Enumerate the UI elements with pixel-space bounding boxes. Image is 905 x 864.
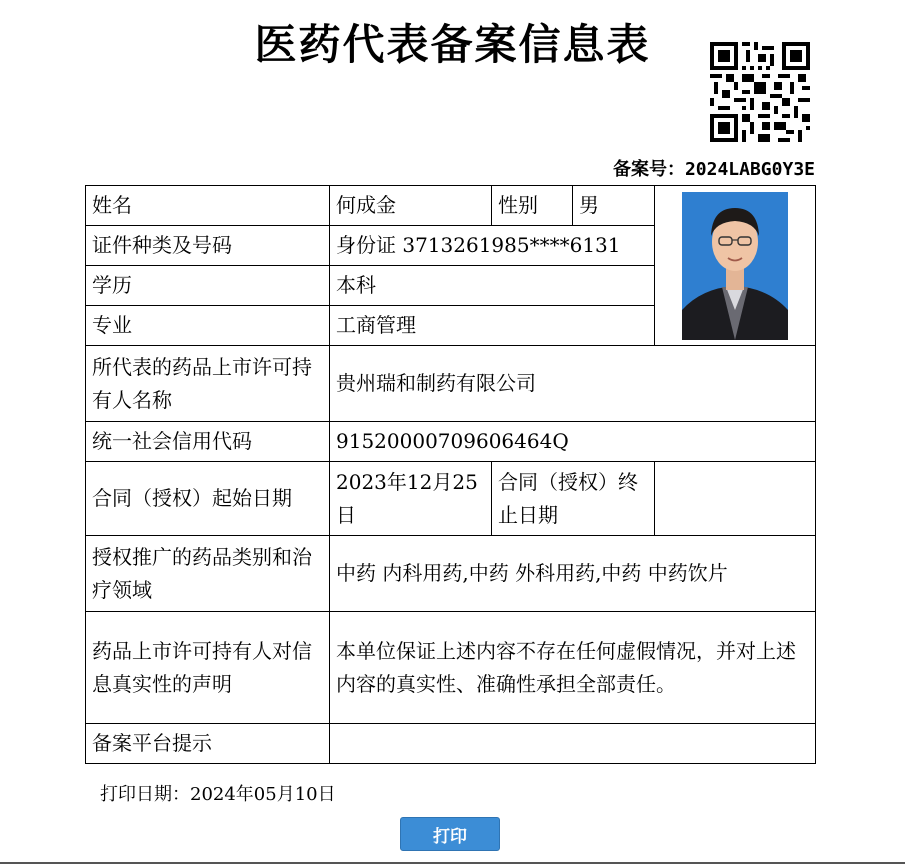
info-table — [85, 185, 816, 764]
print-date: 打印日期：2024年05月10日 — [100, 784, 336, 805]
person-photo — [682, 192, 788, 340]
notice-label: 备案平台提示 — [86, 724, 330, 764]
name-label: 姓名 — [86, 186, 330, 226]
scope-label: 授权推广的药品类别和治疗领域 — [86, 536, 330, 612]
gender-value: 男 — [573, 186, 655, 226]
id-label: 证件种类及号码 — [86, 226, 330, 266]
page-title: 医药代表备案信息表 — [254, 20, 651, 69]
photo-cell — [655, 186, 816, 346]
credit-code-label: 统一社会信用代码 — [86, 422, 330, 462]
end-date-value — [655, 462, 816, 536]
qr-code-image — [710, 42, 810, 142]
holder-value: 贵州瑞和制药有限公司 — [330, 346, 816, 422]
gender-label: 性别 — [492, 186, 573, 226]
notice-value — [330, 724, 816, 764]
education-label: 学历 — [86, 266, 330, 306]
record-number: 备案号：2024LABG0Y3E — [612, 159, 815, 180]
scope-value: 中药 内科用药,中药 外科用药,中药 中药饮片 — [330, 536, 816, 612]
id-value: 身份证 3713261985****6131 — [330, 226, 655, 266]
declaration-value: 本单位保证上述内容不存在任何虚假情况，并对上述内容的真实性、准确性承担全部责任。 — [330, 612, 816, 724]
end-date-label: 合同（授权）终止日期 — [492, 462, 655, 536]
start-date-value: 2023年12月25日 — [330, 462, 492, 536]
major-label: 专业 — [86, 306, 330, 346]
declaration-label: 药品上市许可持有人对信息真实性的声明 — [86, 612, 330, 724]
name-value: 何成金 — [330, 186, 492, 226]
holder-label: 所代表的药品上市许可持有人名称 — [86, 346, 330, 422]
major-value: 工商管理 — [330, 306, 655, 346]
credit-code-value: 91520000709606464Q — [330, 422, 816, 462]
print-button[interactable]: 打印 — [400, 817, 500, 851]
start-date-label: 合同（授权）起始日期 — [86, 462, 330, 536]
education-value: 本科 — [330, 266, 655, 306]
